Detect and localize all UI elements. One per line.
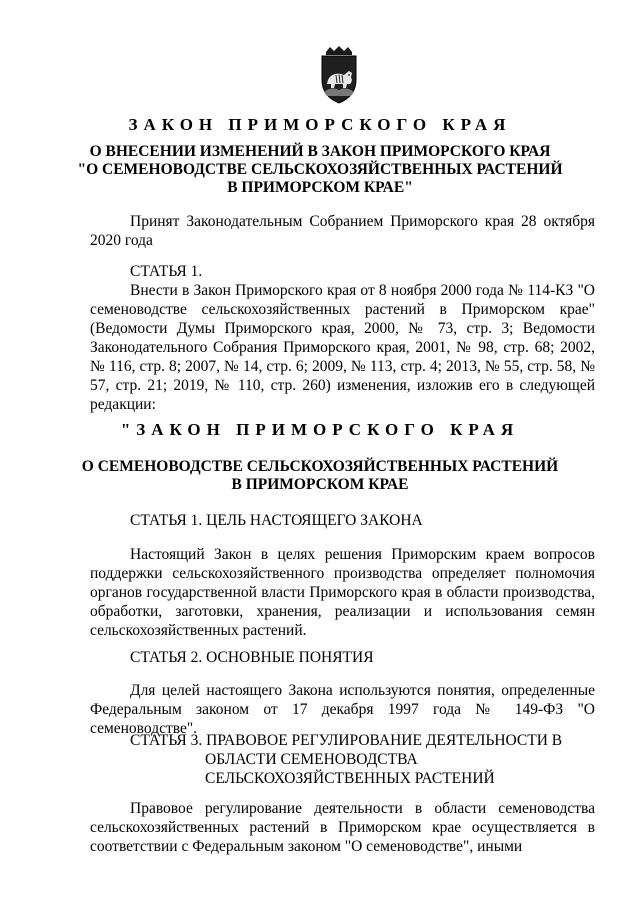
quoted-law-title: "ЗАКОН ПРИМОРСКОГО КРАЯ <box>120 420 520 439</box>
quoted-article-3-heading-line: СЕЛЬСКОХОЗЯЙСТВЕННЫХ РАСТЕНИЙ <box>205 770 495 787</box>
quoted-article-1-text: Настоящий Закон в целях решения Приморским краем вопросов поддержки сельскохозяйственного производства определяет полномочия органов государственной власти Приморского края в области производства, обработки, заготовки, хранения, реализации и использования семян сельскохозяйственных растений. <box>90 546 595 639</box>
law-subtitle-line: "О СЕМЕНОВОДСТВЕ СЕЛЬСКОХОЗЯЙСТВЕННЫХ РАСТЕНИЙ <box>77 161 563 178</box>
quoted-article-1-heading: СТАТЬЯ 1. ЦЕЛЬ НАСТОЯЩЕГО ЗАКОНА <box>130 512 423 529</box>
quoted-law-subtitle-line: В ПРИМОРСКОМ КРАЕ <box>231 476 409 493</box>
quoted-article-3-text: Правовое регулирование деятельности в области семеноводства сельскохозяйственных растений в Приморском крае осуществляется в соответствии с Федеральным законом "О семеноводстве", иными <box>90 800 595 855</box>
quoted-law-subtitle-line: О СЕМЕНОВОДСТВЕ СЕЛЬСКОХОЗЯЙСТВЕННЫХ РАСТЕНИЙ <box>81 458 559 475</box>
quoted-article-3-heading-line: СТАТЬЯ 3. ПРАВОВОЕ РЕГУЛИРОВАНИЕ ДЕЯТЕЛЬНОСТИ В <box>130 732 563 749</box>
quoted-article-3-heading-line: ОБЛАСТИ СЕМЕНОВОДСТВА <box>205 751 418 768</box>
quoted-article-2-heading: СТАТЬЯ 2. ОСНОВНЫЕ ПОНЯТИЯ <box>130 649 374 666</box>
quoted-article-2-text: Для целей настоящего Закона используются понятия, определенные Федеральным законом от 17 декабря 1997 года № 149-ФЗ "О семеноводстве". <box>90 682 595 737</box>
quoted-law-subtitle <box>0 458 640 494</box>
coat-of-arms-icon <box>316 46 362 104</box>
law-title: ЗАКОН ПРИМОРСКОГО КРАЯ <box>128 115 512 134</box>
quoted-article-3-heading <box>130 731 562 788</box>
law-subtitle-line: В ПРИМОРСКОМ КРАЕ" <box>227 179 413 196</box>
article-1-text: Внести в Закон Приморского края от 8 ноября 2000 года № 114-КЗ "О семеноводстве сельскохозяйственных растений в Приморском крае" (Ведомости Думы Приморского края, 2000, № 73, стр. 3; Ведомости Законодательного Собрания Приморского края, 2001, № 98, стр. 68; 2002, № 116, стр. 8; 2007, № 14, стр. 6; 2009, № 113, стр. 4; 2013, № 55, стр. 58, № 57, стр. 21; 2019, № 110, стр. 260) изменения, изложив его в следующей редакции: <box>90 282 595 413</box>
adoption-paragraph: Принят Законодательным Собранием Приморского края 28 октября 2020 года <box>90 213 595 249</box>
article-1-heading: СТАТЬЯ 1. <box>130 263 203 280</box>
law-subtitle <box>0 143 640 197</box>
law-subtitle-line: О ВНЕСЕНИИ ИЗМЕНЕНИЙ В ЗАКОН ПРИМОРСКОГО КРАЯ <box>89 143 551 160</box>
